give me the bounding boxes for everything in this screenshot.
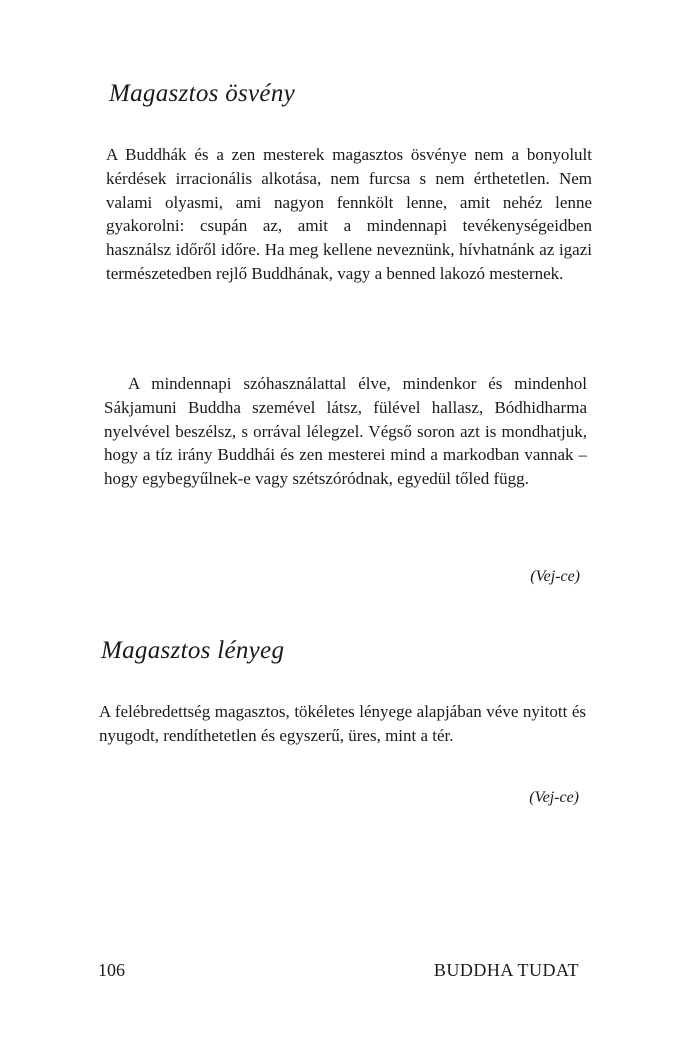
body-paragraph (104, 372, 587, 491)
body-paragraph: A Buddhák és a zen mesterek magasztos ösvénye nem a bonyolult kérdések irracionális alkotása, nem furcsa s nem érthetetlen. Nem valami olyasmi, ami nagyon fennkölt lenne, amit nehéz lenne gyakorolni: csupán az, amit a mindennapi tevékenységeidben használsz időről időre. Ha meg kellene neveznünk, hívhatnánk az igazi természetedben rejlő Buddhának, vagy a benned lakozó mesternek. (106, 145, 592, 283)
running-footer-title: BUDDHA TUDAT (433, 960, 579, 980)
attribution: (Vej-ce) (529, 789, 579, 806)
paragraph-text: A mindennapi szóhasználattal élve, mindenkor és mindenhol Sákjamuni Buddha szemével látsz, fülével hallasz, Bódhidharma nyelvével beszélsz, s orrával lélegzel. Végső soron azt is mondhatjuk, hogy a tíz irány Buddhái és zen mesterei mind a markodban vannak – hogy egybegyűlnek-e vagy szétszóródnak, egyedül tőled függ. (104, 374, 587, 489)
body-paragraph: A felébredettség magasztos, tökéletes lényege alapjában véve nyitott és nyugodt, rendíthetetlen és egyszerű, üres, mint a tér. (99, 702, 586, 745)
attribution: (Vej-ce) (530, 568, 580, 585)
section-title: Magasztos lényeg (101, 637, 285, 664)
section-title: Magasztos ösvény (109, 80, 296, 107)
page-number: 106 (98, 960, 125, 980)
